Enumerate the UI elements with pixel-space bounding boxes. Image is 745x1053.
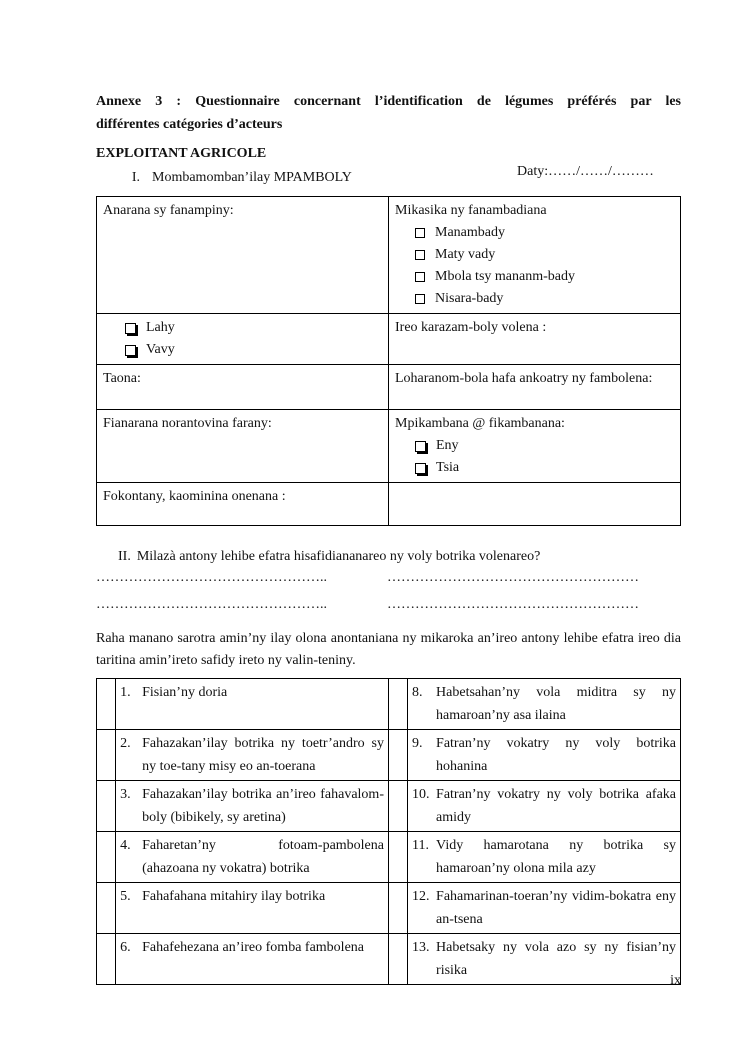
age-label: Taona: [103,371,141,386]
reason-left [116,730,389,781]
reason-number: 11. [412,838,430,853]
reason-number: 4. [120,838,131,853]
reason-text: Fisian’ny doria [142,685,228,700]
education-cell[interactable] [97,410,389,483]
instruction-paragraph: Raha manano sarotra amin’ny ilay olona anontaniana ny mikaroka an’ireo antony lehibe efatra ireo dia taritina amin’ireto safidy ireto ny valin-teniny. [96,631,681,668]
option-label: Maty vady [435,247,496,262]
reason-number: 9. [412,736,423,751]
reason-number: 12. [412,889,430,904]
crops-label: Ireo karazam-boly volena : [395,320,547,335]
page-number: ix [670,973,681,988]
checkbox-icon[interactable] [415,228,425,238]
reason-right [408,781,681,832]
option-label: Nisara-bady [435,291,504,306]
answer-lines-2[interactable] [96,597,681,624]
income-cell[interactable] [389,365,681,410]
option-label: Lahy [146,320,175,335]
reason-left [116,832,389,883]
empty-cell[interactable] [389,483,681,526]
name-cell[interactable] [97,197,389,314]
reasons-table [96,678,681,985]
age-cell[interactable] [97,365,389,410]
section-2-question [96,546,681,568]
choice-box-left[interactable] [97,934,116,985]
table-row [97,483,681,526]
checkbox-icon[interactable] [415,250,425,260]
marital-cell [389,197,681,314]
checkbox-icon[interactable] [415,272,425,282]
association-option-no[interactable] [395,457,674,479]
checkbox-icon[interactable] [125,323,136,334]
reason-text: Fahafehezana an’ireo fomba fambolena [142,940,364,955]
table-row [97,934,681,985]
sex-option-female[interactable] [103,339,382,361]
marital-option[interactable] [395,222,674,244]
reason-number: 3. [120,787,131,802]
annex-title-line-2: différentes catégories d’acteurs [96,117,283,132]
date-field[interactable]: Daty:……/……/……… [517,164,654,179]
reason-text: Habetsaky ny vola azo sy ny fisian’ny risika [436,940,676,978]
reason-number: 1. [120,685,131,700]
reason-text: Fatran’ny vokatry ny voly botrika afaka amidy [436,787,676,825]
section-1-heading-row [96,164,681,190]
choice-box-right[interactable] [388,730,407,781]
reason-text: Fatran’ny vokatry ny voly botrika hohanina [436,736,676,774]
reason-left [116,934,389,985]
answer-line-right[interactable]: ……………………………………………… [387,597,639,612]
option-label: Tsia [436,460,460,475]
table-row [97,679,681,730]
name-label: Anarana sy fanampiny: [103,203,234,218]
choice-box-left[interactable] [97,679,116,730]
checkbox-icon[interactable] [125,345,136,356]
reason-right [408,934,681,985]
reason-text: Faharetan’ny fotoam-pambolena (ahazoana ny vokatra) botrika [142,838,384,876]
table-row [97,365,681,410]
choice-box-right[interactable] [388,883,407,934]
answer-line-left[interactable]: ………………………………………….. [96,597,327,612]
answer-line-left[interactable]: ………………………………………….. [96,570,327,585]
reason-number: 8. [412,685,423,700]
choice-box-right[interactable] [388,781,407,832]
answer-lines-1[interactable] [96,570,681,597]
reason-text: Habetsahan’ny vola miditra sy ny hamaroan’ny asa ilaina [436,685,676,723]
table-row [97,197,681,314]
association-option-yes[interactable] [395,435,674,457]
option-label: Vavy [146,342,175,357]
reason-right [408,832,681,883]
table-row [97,314,681,365]
education-label: Fianarana norantovina farany: [103,416,272,431]
choice-box-left[interactable] [97,730,116,781]
reason-text: Fahazakan’ilay botrika an’ireo fahavalom-boly (bibikely, sy aretina) [142,787,384,825]
sex-cell [97,314,389,365]
marital-option[interactable] [395,288,674,310]
section-1-title: Mombamomban’ilay MPAMBOLY [152,170,352,185]
farmer-info-table [96,196,681,526]
marital-option[interactable] [395,244,674,266]
section-2-text: Milazà antony lehibe efatra hisafidiananareo ny voly botrika volenareo? [136,549,541,564]
reason-left [116,883,389,934]
choice-box-left[interactable] [97,781,116,832]
table-row [97,781,681,832]
choice-box-right[interactable] [388,934,407,985]
crops-cell[interactable] [389,314,681,365]
reason-right [408,679,681,730]
document-page [96,90,681,985]
choice-box-left[interactable] [97,883,116,934]
annex-title [96,90,681,136]
option-label: Eny [436,438,459,453]
table-row [97,410,681,483]
section-1-number: I. [131,170,140,185]
reason-right [408,883,681,934]
option-label: Mbola tsy mananm-bady [435,269,575,284]
sex-option-male[interactable] [103,317,382,339]
reason-text: Fahazakan’ilay botrika ny toetr’andro sy ny toe-tany misy eo an-toerana [142,736,384,774]
section-2-number: II. [118,549,131,564]
checkbox-icon[interactable] [415,294,425,304]
location-cell[interactable] [97,483,389,526]
answer-line-right[interactable]: ……………………………………………… [387,570,639,585]
association-cell [389,410,681,483]
reason-right [408,730,681,781]
reason-number: 10. [412,787,430,802]
option-label: Manambady [435,225,505,240]
checkbox-icon[interactable] [415,463,426,474]
choice-box-right[interactable] [388,832,407,883]
reason-text: Vidy hamarotana ny botrika sy hamaroan’ny olona mila azy [436,838,676,876]
choice-box-right[interactable] [388,679,407,730]
section-1-heading [118,170,352,186]
reason-left [116,679,389,730]
respondent-category: EXPLOITANT AGRICOLE [96,146,267,161]
annex-title-line-1: Annexe 3 : Questionnaire concernant l’identification de légumes préférés par les [96,94,681,109]
table-row [97,883,681,934]
reason-number: 6. [120,940,131,955]
table-row [97,730,681,781]
choice-box-left[interactable] [97,832,116,883]
reason-number: 13. [412,940,430,955]
reason-number: 2. [120,736,131,751]
location-label: Fokontany, kaominina onenana : [103,489,286,504]
reason-left [116,781,389,832]
income-label: Loharanom-bola hafa ankoatry ny fambolena: [395,371,653,386]
checkbox-icon[interactable] [415,441,426,452]
association-label: Mpikambana @ fikambanana: [395,416,565,431]
reason-number: 5. [120,889,131,904]
marital-label: Mikasika ny fanambadiana [395,203,547,218]
reason-text: Fahafahana mitahiry ilay botrika [142,889,326,904]
table-row [97,832,681,883]
reason-text: Fahamarinan-toeran’ny vidim-bokatra eny an-tsena [436,889,676,927]
marital-option[interactable] [395,266,674,288]
